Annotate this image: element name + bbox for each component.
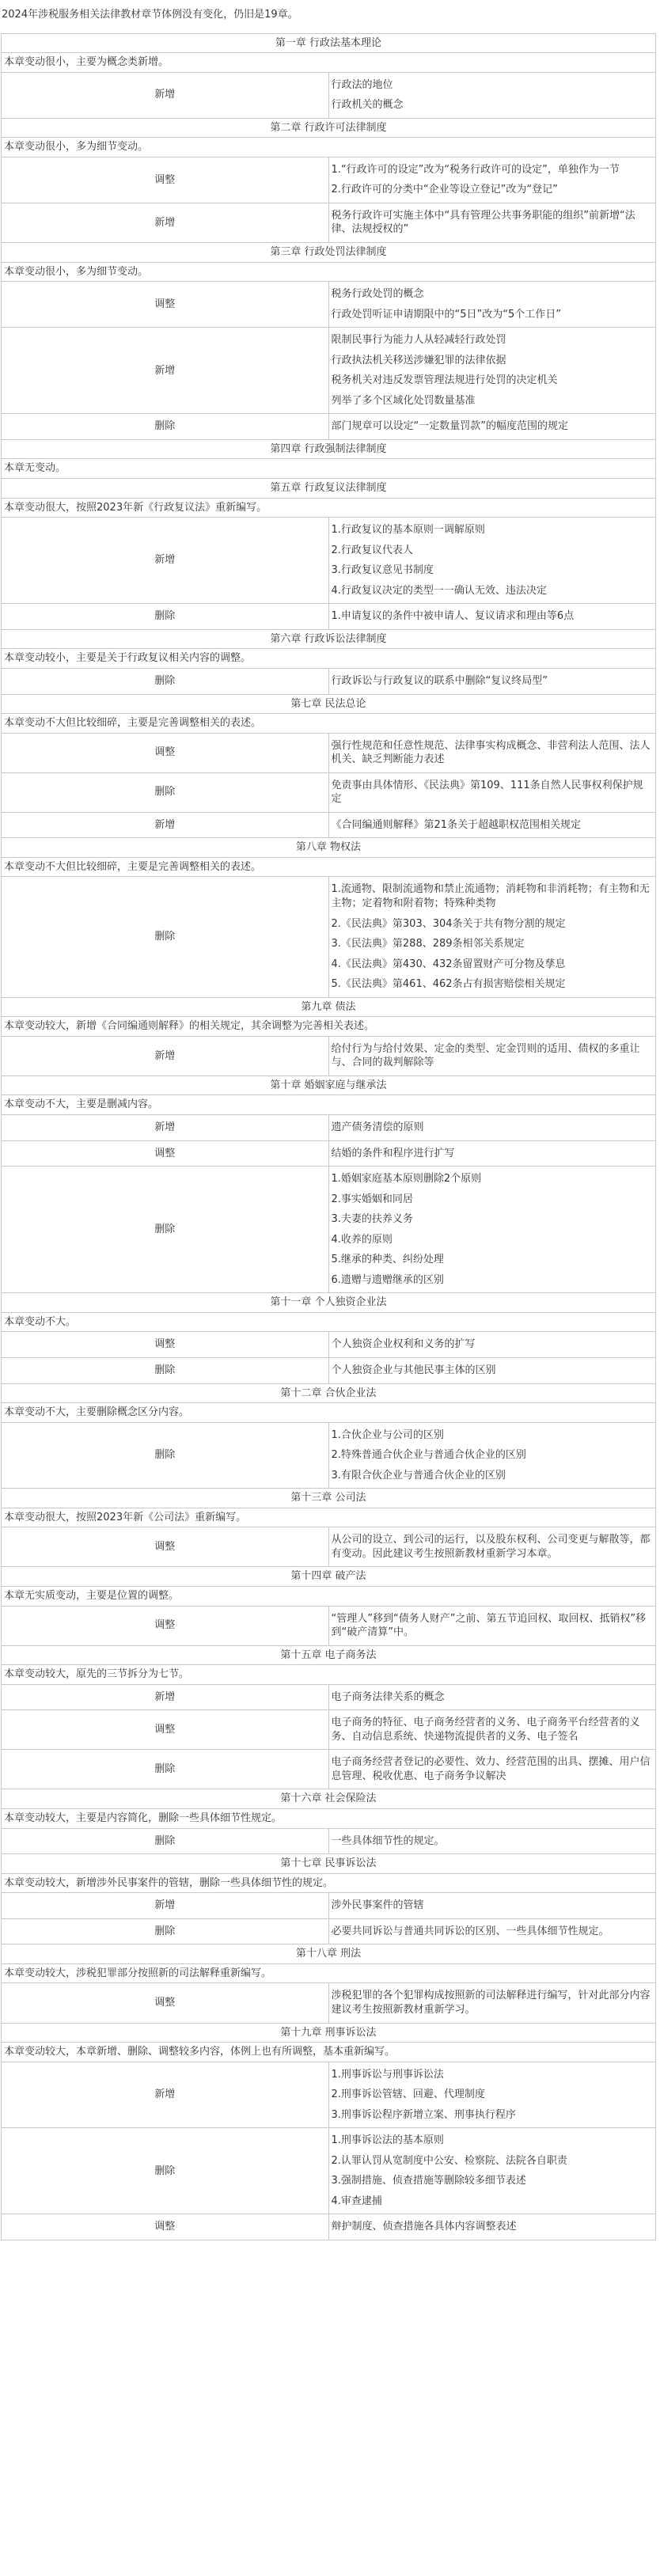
chapter-summary-row <box>2 1873 656 1893</box>
change-items <box>328 1114 656 1140</box>
chapter-summary-row <box>2 1017 656 1037</box>
chapter-summary: 本章变动不大。 <box>2 1312 656 1332</box>
change-item: 2.行政许可的分类中“企业等设立登记”改为“登记” <box>331 184 558 196</box>
chapter-summary-row <box>2 459 656 479</box>
change-row <box>2 1684 656 1710</box>
change-row <box>2 2062 656 2128</box>
chapter-title: 第十四章 破产法 <box>2 1567 656 1587</box>
change-row <box>2 1606 656 1645</box>
change-row <box>2 1114 656 1140</box>
change-row <box>2 1893 656 1919</box>
change-type: 调整 <box>2 1606 329 1645</box>
change-type: 新增 <box>2 1114 329 1140</box>
change-items <box>328 1750 656 1789</box>
change-items <box>328 1983 656 2023</box>
change-row <box>2 1332 656 1358</box>
change-item: 列举了多个区域化处罚数量基准 <box>331 394 476 407</box>
change-type: 调整 <box>2 1710 329 1750</box>
change-row <box>2 518 656 604</box>
chapter-summary-row <box>2 1095 656 1115</box>
change-item: 2.行政复议代表人 <box>331 544 413 556</box>
change-item: 税务机关对违反发票管理法规进行处罚的决定机关 <box>331 374 558 387</box>
change-item: 行政诉讼与行政复议的联系中删除“复议终局型” <box>331 674 548 687</box>
change-items <box>328 1358 656 1384</box>
change-items <box>328 1140 656 1167</box>
change-item: 电子商务经营者登记的必要性、效力、经营范围的出具、摆摊、用户信息管理、税收优惠、电子商务争议解决 <box>331 1756 651 1782</box>
change-item: 1.“行政许可的设定”改为“税务行政许可的设定”，单独作为一节 <box>331 163 620 176</box>
change-items <box>328 1606 656 1645</box>
change-row <box>2 812 656 838</box>
change-item: 3.强制措施、侦查措施等删除较多细节表述 <box>331 2175 526 2187</box>
change-row <box>2 72 656 118</box>
chapter-summary-row <box>2 1963 656 1983</box>
change-row <box>2 1140 656 1167</box>
change-row <box>2 414 656 440</box>
chapter-title-row <box>2 439 656 459</box>
change-type: 删除 <box>2 1750 329 1789</box>
change-item: 4.《民法典》第430、432条留置财产可分物及孳息 <box>331 958 566 970</box>
chapter-summary: 本章变动较大，新增涉外民事案件的管辖，删除一些具体细节性的规定。 <box>2 1873 656 1893</box>
change-type: 新增 <box>2 72 329 118</box>
change-row <box>2 1358 656 1384</box>
chapter-summary-row <box>2 649 656 669</box>
change-item: 1.婚姻家庭基本原则删除2个原则 <box>331 1173 482 1186</box>
chapter-title-row <box>2 1293 656 1313</box>
change-row <box>2 157 656 203</box>
chapter-summary: 本章变动不大但比较细碎，主要是完善调整相关的表述。 <box>2 857 656 877</box>
change-item: 涉外民事案件的管辖 <box>331 1899 424 1912</box>
chapter-title-row <box>2 1489 656 1508</box>
chapter-summary: 本章无变动。 <box>2 459 656 479</box>
change-items <box>328 1893 656 1919</box>
change-type: 删除 <box>2 1918 329 1944</box>
change-items <box>328 812 656 838</box>
change-item: 4.收养的原则 <box>331 1233 393 1246</box>
change-row <box>2 203 656 242</box>
chapter-title: 第一章 行政法基本理论 <box>2 33 656 53</box>
chapter-title: 第十章 婚姻家庭与继承法 <box>2 1076 656 1095</box>
change-item: 行政机关的概念 <box>331 99 404 112</box>
chapter-title: 第四章 行政强制法律制度 <box>2 439 656 459</box>
chapter-title: 第十五章 电子商务法 <box>2 1645 656 1665</box>
chapter-title-row <box>2 2023 656 2043</box>
change-type: 调整 <box>2 1140 329 1167</box>
chapter-summary-row <box>2 2043 656 2062</box>
change-item: 给付行为与给付效果、定金的类型、定金罚则的适用、债权的多重让与、合同的裁判解除等 <box>331 1042 640 1069</box>
chapter-summary: 本章变动不大，主要删除概念区分内容。 <box>2 1403 656 1423</box>
change-row <box>2 1422 656 1489</box>
change-item: 电子商务的特征、电子商务经营者的义务、电子商务平台经营者的义务、自动信息系统、快递物流提供者的义务、电子签名 <box>331 1717 640 1743</box>
changes-table-body <box>2 33 656 2240</box>
change-item: 税务行政处罚的概念 <box>331 288 424 301</box>
chapter-title: 第十二章 合伙企业法 <box>2 1383 656 1403</box>
change-row <box>2 772 656 812</box>
chapter-summary-row <box>2 1312 656 1332</box>
chapter-title: 第五章 行政复议法律制度 <box>2 479 656 499</box>
chapter-summary-row <box>2 1508 656 1527</box>
chapter-summary: 本章变动较大，本章新增、删除、调整较多内容，体例上也有所调整，基本重新编写。 <box>2 2043 656 2062</box>
change-row <box>2 1983 656 2023</box>
chapter-summary: 本章无实质变动，主要是位置的调整。 <box>2 1587 656 1607</box>
change-items <box>328 604 656 630</box>
change-item: 个人独资企业权利和义务的扩写 <box>331 1338 476 1351</box>
change-items <box>328 877 656 997</box>
change-row <box>2 877 656 997</box>
change-row <box>2 604 656 630</box>
change-item: 4.行政复议决定的类型一一确认无效、违法决定 <box>331 584 547 597</box>
change-item: 1.刑事诉讼法的基本原则 <box>331 2134 444 2147</box>
change-row <box>2 733 656 772</box>
change-type: 调整 <box>2 1332 329 1358</box>
chapter-title: 第九章 债法 <box>2 997 656 1017</box>
change-items <box>328 2128 656 2214</box>
chapter-summary-row <box>2 1587 656 1607</box>
change-item: 限制民事行为能力人从轻减轻行政处罚 <box>331 334 506 347</box>
change-items <box>328 2062 656 2128</box>
chapter-title: 第十三章 公司法 <box>2 1489 656 1508</box>
change-row <box>2 668 656 694</box>
change-type: 新增 <box>2 2062 329 2128</box>
change-type: 新增 <box>2 812 329 838</box>
chapter-summary: 本章变动很大，按照2023年新《公司法》重新编写。 <box>2 1508 656 1527</box>
change-type: 新增 <box>2 518 329 604</box>
change-item: 2.刑事诉讼管辖、回避、代理制度 <box>331 2088 485 2101</box>
change-items <box>328 2214 656 2240</box>
change-item: 2.认罪认罚从宽制度中公安、检察院、法院各自职责 <box>331 2154 567 2167</box>
change-item: 3.《民法典》第288、289条相邻关系规定 <box>331 938 525 950</box>
change-item: 部门规章可以设定“一定数量罚款”的幅度范围的规定 <box>331 420 568 433</box>
change-item: 5.继承的种类、纠纷处理 <box>331 1254 444 1266</box>
chapter-title: 第十一章 个人独资企业法 <box>2 1293 656 1313</box>
chapter-summary: 本章变动很小，多为细节变动。 <box>2 262 656 282</box>
chapter-title-row <box>2 1567 656 1587</box>
chapter-summary-row <box>2 714 656 734</box>
change-item: 遗产债务清偿的原则 <box>331 1121 424 1133</box>
chapter-summary-row <box>2 1403 656 1423</box>
change-type: 新增 <box>2 1893 329 1919</box>
change-item: 行政执法机关移送涉嫌犯罪的法律依据 <box>331 354 506 366</box>
change-item: 4.审查逮捕 <box>331 2195 382 2207</box>
change-item: 5.《民法典》第461、462条占有损害赔偿相关规定 <box>331 978 566 991</box>
change-type: 调整 <box>2 157 329 203</box>
changes-table <box>1 33 656 2240</box>
chapter-summary: 本章变动较大，主要是内容简化，删除一些具体细节性规定。 <box>2 1809 656 1829</box>
change-items <box>328 1167 656 1293</box>
chapter-title-row <box>2 838 656 858</box>
intro-text: 2024年涉税服务相关法律教材章节体例没有变化，仍旧是19章。 <box>2 9 298 21</box>
change-item: 《合同编通则解释》第21条关于超越职权范围相关规定 <box>331 818 582 831</box>
change-row <box>2 1710 656 1750</box>
change-items <box>328 1918 656 1944</box>
change-item: 强行性规范和任意性规范、法律事实构成概念、非营利法人范围、法人机关、缺乏判断能力表述 <box>331 739 651 766</box>
change-item: 税务行政许可实施主体中“具有管理公共事务职能的组织”前新增“法律、法规授权的” <box>331 209 635 236</box>
change-type: 删除 <box>2 1167 329 1293</box>
change-item: 1.申请复议的条件中被申请人、复议请求和理由等6点 <box>331 610 575 623</box>
change-type: 删除 <box>2 668 329 694</box>
change-items <box>328 1710 656 1750</box>
change-row <box>2 2128 656 2214</box>
chapter-title-row <box>2 1789 656 1809</box>
change-item: 3.刑事诉讼程序新增立案、刑事执行程序 <box>331 2108 516 2121</box>
chapter-title-row <box>2 243 656 263</box>
change-items <box>328 1332 656 1358</box>
change-type: 删除 <box>2 772 329 812</box>
change-type: 新增 <box>2 1036 329 1076</box>
chapter-summary: 本章变动很小，主要为概念类新增。 <box>2 53 656 73</box>
chapter-title-row <box>2 694 656 714</box>
change-type: 删除 <box>2 1358 329 1384</box>
chapter-title-row <box>2 1944 656 1964</box>
change-items <box>328 518 656 604</box>
chapter-title: 第十九章 刑事诉讼法 <box>2 2023 656 2043</box>
change-type: 调整 <box>2 1983 329 2023</box>
chapter-summary-row <box>2 53 656 73</box>
change-item: 3.夫妻的扶养义务 <box>331 1213 413 1226</box>
chapter-title: 第三章 行政处罚法律制度 <box>2 243 656 263</box>
change-item: 电子商务法律关系的概念 <box>331 1690 445 1703</box>
chapter-summary-row <box>2 138 656 157</box>
change-type: 删除 <box>2 1828 329 1854</box>
change-items <box>328 157 656 203</box>
change-row <box>2 1828 656 1854</box>
chapter-title-row <box>2 629 656 649</box>
change-item: 1.流通物、限制流通物和禁止流通物；消耗物和非消耗物；有主物和无主物；定着物和附着物；特殊种类物 <box>331 883 650 909</box>
change-items <box>328 1422 656 1489</box>
change-row <box>2 282 656 328</box>
change-items <box>328 1527 656 1567</box>
chapter-title: 第十七章 民事诉讼法 <box>2 1854 656 1874</box>
chapter-title-row <box>2 33 656 53</box>
chapter-title: 第十六章 社会保险法 <box>2 1789 656 1809</box>
change-row <box>2 2214 656 2240</box>
change-item: 涉税犯罪的各个犯罪构成按照新的司法解释进行编写，针对此部分内容建议考生按照新教材重新学习。 <box>331 1990 651 2016</box>
chapter-summary: 本章变动很小，多为细节变动。 <box>2 138 656 157</box>
change-type: 调整 <box>2 1527 329 1567</box>
change-item: 行政法的地位 <box>331 78 393 91</box>
chapter-summary-row <box>2 857 656 877</box>
change-row <box>2 1750 656 1789</box>
chapter-title-row <box>2 118 656 138</box>
chapter-summary: 本章变动较大，新增《合同编通则解释》的相关规定，其余调整为完善相关表述。 <box>2 1017 656 1037</box>
chapter-title-row <box>2 1854 656 1874</box>
chapter-title-row <box>2 1076 656 1095</box>
change-item: 2.《民法典》第303、304条关于共有物分割的规定 <box>331 917 566 930</box>
change-item: 6.遗赠与遗赠继承的区别 <box>331 1273 444 1286</box>
chapter-summary-row <box>2 1809 656 1829</box>
change-item: 个人独资企业与其他民事主体的区别 <box>331 1364 496 1376</box>
change-items <box>328 1684 656 1710</box>
chapter-title: 第八章 物权法 <box>2 838 656 858</box>
change-items <box>328 1036 656 1076</box>
change-item: 一些具体细节性的规定。 <box>331 1834 445 1847</box>
chapter-title: 第十八章 刑法 <box>2 1944 656 1964</box>
change-item: 免责事由具体情形、《民法典》第109、111条自然人民事权利保护规定 <box>331 779 643 806</box>
change-items <box>328 282 656 328</box>
chapter-summary-row <box>2 262 656 282</box>
change-row <box>2 1036 656 1076</box>
change-type: 调整 <box>2 2214 329 2240</box>
chapter-title: 第七章 民法总论 <box>2 694 656 714</box>
change-type: 删除 <box>2 2128 329 2214</box>
chapter-summary-row <box>2 1665 656 1685</box>
change-type: 删除 <box>2 877 329 997</box>
chapter-title-row <box>2 997 656 1017</box>
change-type: 新增 <box>2 328 329 414</box>
change-item: 从公司的设立、到公司的运行，以及股东权利、公司变更与解散等，都有变动。因此建议考生按照新教材重新学习本章。 <box>331 1534 651 1560</box>
change-type: 删除 <box>2 1422 329 1489</box>
change-item: 3.有限合伙企业与普通合伙企业的区别 <box>331 1469 506 1481</box>
change-type: 新增 <box>2 203 329 242</box>
chapter-summary: 本章变动较小，主要是关于行政复议相关内容的调整。 <box>2 649 656 669</box>
change-item: 1.合伙企业与公司的区别 <box>331 1428 444 1441</box>
change-item: 行政处罚听证申请期限中的“5日”改为“5个工作日” <box>331 308 561 321</box>
change-item: 1.行政复议的基本原则一调解原则 <box>331 524 485 537</box>
change-item: 1.刑事诉讼与刑事诉讼法 <box>331 2068 444 2081</box>
chapter-summary: 本章变动不大但比较细碎，主要是完善调整相关的表述。 <box>2 714 656 734</box>
change-items <box>328 203 656 242</box>
change-items <box>328 772 656 812</box>
change-row <box>2 328 656 414</box>
change-type: 调整 <box>2 733 329 772</box>
change-row <box>2 1918 656 1944</box>
change-items <box>328 668 656 694</box>
chapter-summary: 本章变动较大，原先的三节拆分为七节。 <box>2 1665 656 1685</box>
change-item: 3.行政复议意见书制度 <box>331 564 434 577</box>
change-item: 辩护制度、侦查措施各具体内容调整表述 <box>331 2221 517 2233</box>
chapter-summary-row <box>2 498 656 518</box>
chapter-title-row <box>2 479 656 499</box>
chapter-title: 第六章 行政诉讼法律制度 <box>2 629 656 649</box>
change-items <box>328 72 656 118</box>
change-item: 必要共同诉讼与普通共同诉讼的区别、一些具体细节性规定。 <box>331 1925 609 1937</box>
change-item: 2.特殊普通合伙企业与普通合伙企业的区别 <box>331 1449 526 1462</box>
change-type: 调整 <box>2 282 329 328</box>
chapter-title-row <box>2 1645 656 1665</box>
change-items <box>328 328 656 414</box>
chapter-summary: 本章变动不大，主要是删减内容。 <box>2 1095 656 1115</box>
change-item: “管理人”移到“债务人财产”之前、第五节追回权、取回权、抵销权”移到“破产清算”中。 <box>331 1612 647 1639</box>
change-items <box>328 414 656 440</box>
chapter-title-row <box>2 1383 656 1403</box>
chapter-summary: 本章变动较大，涉税犯罪部分按照新的司法解释重新编写。 <box>2 1963 656 1983</box>
chapter-title: 第二章 行政许可法律制度 <box>2 118 656 138</box>
change-type: 新增 <box>2 1684 329 1710</box>
change-type: 删除 <box>2 604 329 630</box>
change-item: 2.事实婚姻和同居 <box>331 1193 413 1205</box>
chapter-summary: 本章变动很大，按照2023年新《行政复议法》重新编写。 <box>2 498 656 518</box>
change-items <box>328 1828 656 1854</box>
change-row <box>2 1167 656 1293</box>
change-row <box>2 1527 656 1567</box>
change-item: 结婚的条件和程序进行扩写 <box>331 1147 455 1159</box>
change-items <box>328 733 656 772</box>
change-type: 删除 <box>2 414 329 440</box>
